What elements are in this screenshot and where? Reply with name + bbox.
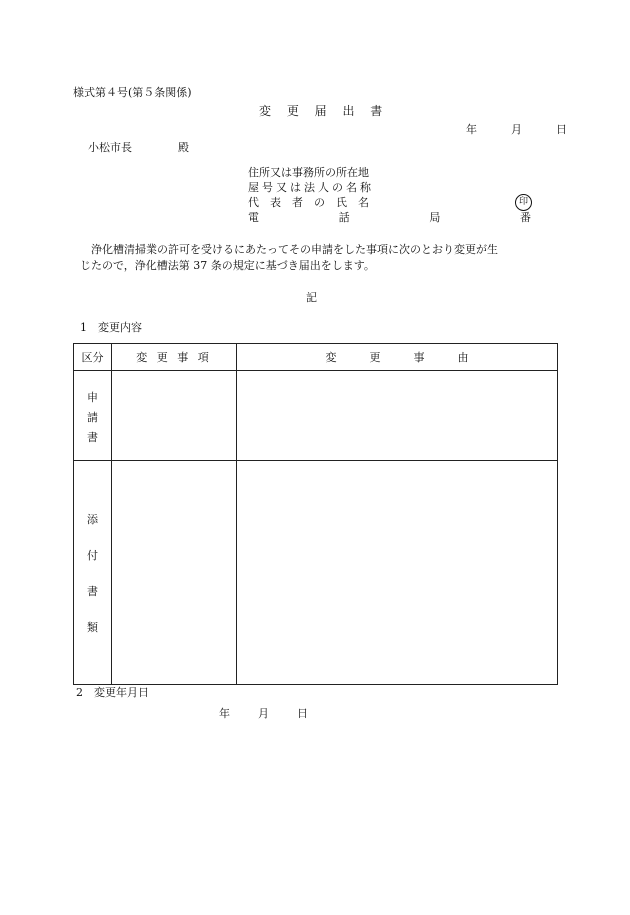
body-text-line1: 浄化槽清掃業の許可を受けるにあたってその申請をした事項に次のとおり変更が生 (91, 243, 498, 256)
section2-title: 2 変更年月日 (76, 686, 149, 699)
representative-label: 代表者の氏名 (248, 196, 380, 209)
addressee (88, 141, 189, 155)
table-row (74, 371, 558, 461)
section1-title: 1 変更内容 (80, 321, 142, 334)
date-month: 月 (511, 123, 522, 136)
category-char: 請 (87, 411, 98, 424)
document-title: 変 更 届 出 書 (259, 104, 389, 118)
change-table (73, 343, 558, 685)
date-year: 年 (466, 123, 477, 136)
category-char: 添 (87, 513, 98, 526)
submission-date (466, 123, 567, 137)
phone-wa: 話 (338, 211, 350, 224)
honorific: 殿 (178, 141, 189, 154)
seal-mark: 印 (515, 194, 532, 211)
item-cell[interactable] (112, 461, 237, 685)
change-day: 日 (297, 707, 308, 720)
category-char: 類 (87, 621, 98, 634)
category-char: 申 (87, 391, 98, 404)
change-year: 年 (219, 707, 230, 720)
header-item: 変 更 事 項 (112, 344, 237, 371)
header-reason: 変 更 事 由 (237, 344, 558, 371)
table-row (74, 461, 558, 685)
category-char: 書 (87, 585, 98, 598)
phone-ban: 番 (519, 211, 531, 224)
phone-den: 電 (248, 211, 259, 224)
body-text-line2: じたので，浄化槽法第 37 条の規定に基づき届出をします。 (80, 259, 375, 272)
category-char: 書 (87, 431, 98, 444)
phone-kyoku: 局 (429, 211, 441, 224)
category-char: 付 (87, 549, 98, 562)
reason-cell[interactable] (237, 461, 558, 685)
change-date (219, 707, 308, 721)
applicant-address-label: 住所又は事務所の所在地 (248, 166, 369, 179)
ki-heading: 記 (306, 291, 317, 304)
applicant-name-label: 屋号又は法人の名称 (248, 181, 374, 194)
date-day: 日 (556, 123, 567, 136)
category-application (74, 371, 112, 461)
reason-cell[interactable] (237, 371, 558, 461)
form-number: 様式第４号(第５条関係) (73, 86, 192, 99)
item-cell[interactable] (112, 371, 237, 461)
phone-line (248, 211, 531, 225)
category-attachments (74, 461, 112, 685)
header-category: 区分 (74, 344, 112, 371)
addressee-name: 小松市長 (88, 141, 132, 154)
change-month: 月 (258, 707, 269, 720)
